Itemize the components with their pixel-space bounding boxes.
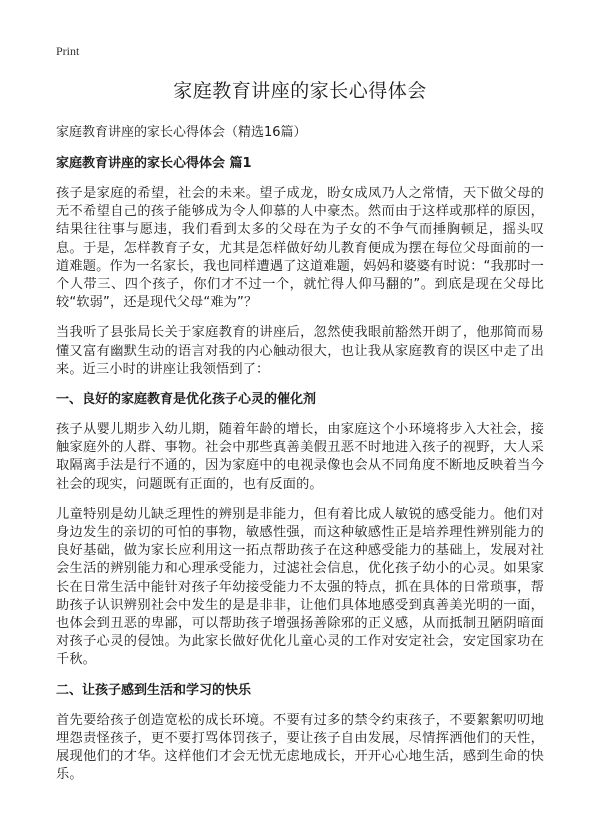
- section2-paragraph-1: 首先要给孩子创造宽松的成长环境。不要有过多的禁令约束孩子，不要絮絮叨叨地埋怨责怪孩子，更不要打骂体罚孩子，要让孩子自由发展，尽情挥洒他们的天性，展现他们的才华。这样他们才会无忧无虑地成长，开开心心地生活，感到生命的快乐。: [56, 712, 544, 783]
- paragraph-intro: 孩子是家庭的希望，社会的未来。望子成龙，盼女成凤乃人之常情，天下做父母的无不希望自己的孩子能够成为令人仰慕的人中豪杰。然而由于这样或那样的原因，结果往往事与愿违，我们看到太多的父母在为子女的不争气而捶胸顿足，摇头叹息。于是，怎样教育子女，尤其是怎样做好幼儿教育便成为摆在每位父母面前的一道难题。作为一名家长，我也同样遭遇了这道难题，妈妈和婆婆有时说：“我那时一个人带三、四个孩子，你们才不过一个，就忙得人仰马翻的”。到底是现在父母比较“软弱”，还是现代父母“难为”？: [56, 186, 544, 311]
- document-subtitle: 家庭教育讲座的家长心得体会（精选16篇）: [56, 125, 307, 140]
- section1-paragraph-1: 孩子从婴儿期步入幼儿期，随着年龄的增长，由家庭这个小环境将步入大社会，接触家庭外的人群、事物。社会中那些真善美假丑恶不时地进入孩子的视野，大人采取隔离手法是行不通的，因为家庭中的电视录像也会从不同角度不断地反映着当今社会的现实，问题既有正面的，也有反面的。: [56, 422, 544, 492]
- section-heading-1: 一、良好的家庭教育是优化孩子心灵的催化剂: [56, 392, 317, 408]
- article-heading: 家庭教育讲座的家长心得体会 篇1: [56, 156, 252, 171]
- paragraph-lecture: 当我听了县张局长关于家庭教育的讲座后，忽然使我眼前豁然开朗了，他那简而易懂又富有幽默生动的语言对我的内心触动很大，也让我从家庭教育的误区中走了出来。近三小时的讲座让我领悟到了：: [56, 325, 544, 377]
- section1-paragraph-2: 儿童特别是幼儿缺乏理性的辨别是非能力，但有着比成人敏锐的感受能力。他们对身边发生的亲切的可怕的事物，敏感性强，而这种敏感性正是培养理性辨别能力的良好基础，做为家长应利用这一拓点帮助孩子在这种感受能力的基础上，发展对社会生活的辨别能力和心理承受能力，过滤社会信息，优化孩子幼小的心灵。如果家长在日常生活中能针对孩子年幼接受能力不太强的特点，抓在具体的日常琐事，帮助孩子认识辨别社会中发生的是是非非，让他们具体地感受到真善美光明的一面，也体会到丑恶的卑鄙，可以帮助孩子增强扬善除邪的正义感，从而抵制丑陋阴暗面对孩子心灵的侵蚀。为此家长做好优化儿童心灵的工作对安定社会，安定国家功在千秋。: [56, 506, 544, 668]
- print-label: Print: [56, 44, 80, 58]
- section-heading-2: 二、让孩子感到生活和学习的快乐: [56, 682, 252, 698]
- document-title: 家庭教育讲座的家长心得体会: [173, 80, 427, 102]
